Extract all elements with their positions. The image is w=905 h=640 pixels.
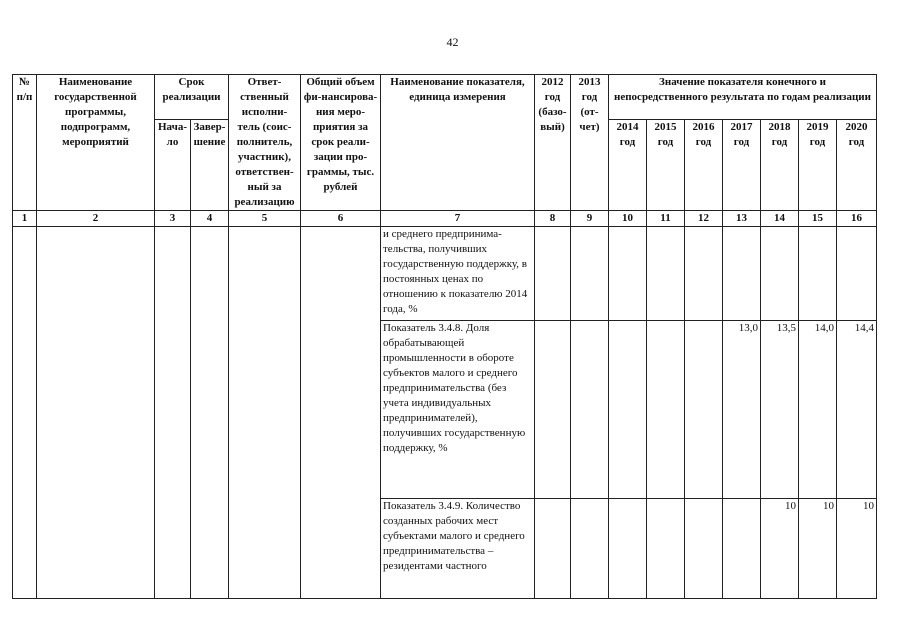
- column-number: 16: [837, 211, 877, 227]
- cell-num: [13, 227, 37, 599]
- header-year: 2019 год: [799, 119, 837, 210]
- indicator-cell: Показатель 3.4.8. Доля обрабатывающей промышленности в обороте субъектов малого и среднего предпринимательства (без учета индивидуальных предпринимателей), получивших государственную поддержку, %: [381, 321, 535, 499]
- table-row: [13, 227, 877, 321]
- column-number: 1: [13, 211, 37, 227]
- value-cell: [799, 227, 837, 321]
- cell-term-start: [155, 227, 191, 599]
- header-year: 2014 год: [609, 119, 647, 210]
- header-executor: Ответ-ственный исполни-тель (соис-полнитель, участник), ответствен-ный за реализацию: [229, 75, 301, 211]
- value-cell: [609, 321, 647, 499]
- column-number: 14: [761, 211, 799, 227]
- column-number: 11: [647, 211, 685, 227]
- cell-program-name: [37, 227, 155, 599]
- header-funding: Общий объем фи-нансирова-ния меро-приятия за срок реали-зации про-граммы, тыс. рублей: [301, 75, 381, 211]
- value-cell: [837, 227, 877, 321]
- program-table: [12, 74, 877, 599]
- page-number: 42: [446, 35, 459, 49]
- value-cell: [685, 227, 723, 321]
- value-cell: 13,5: [761, 321, 799, 499]
- header-2012: 2012 год (базо-вый): [535, 75, 571, 211]
- header-term-end: Завер-шение: [191, 119, 229, 210]
- value-cell: [571, 499, 609, 599]
- header-term-start: Нача-ло: [155, 119, 191, 210]
- column-number: 13: [723, 211, 761, 227]
- value-cell: [723, 499, 761, 599]
- value-cell: 14,4: [837, 321, 877, 499]
- value-cell: [609, 499, 647, 599]
- value-cell: [647, 499, 685, 599]
- header-year: 2015 год: [647, 119, 685, 210]
- column-number: 12: [685, 211, 723, 227]
- column-number: 8: [535, 211, 571, 227]
- indicator-cell: и среднего предпринима-тельства, получивших государственную поддержку, в постоянных ценах по отношению к показателю 2014 года, %: [381, 227, 535, 321]
- value-cell: [609, 227, 647, 321]
- header-year: 2017 год: [723, 119, 761, 210]
- value-cell: [571, 321, 609, 499]
- column-number: 10: [609, 211, 647, 227]
- value-cell: [685, 321, 723, 499]
- column-number: 9: [571, 211, 609, 227]
- value-cell: [723, 227, 761, 321]
- value-cell: 14,0: [799, 321, 837, 499]
- column-number: 4: [191, 211, 229, 227]
- header-term: Срок реализации: [155, 75, 229, 120]
- value-cell: 13,0: [723, 321, 761, 499]
- header-year: 2016 год: [685, 119, 723, 210]
- value-cell: [535, 499, 571, 599]
- value-cell: [535, 227, 571, 321]
- header-result-group: Значение показателя конечного и непосредственного результата по годам реализации: [609, 75, 877, 120]
- cell-term-end: [191, 227, 229, 599]
- column-number: 3: [155, 211, 191, 227]
- column-number: 5: [229, 211, 301, 227]
- value-cell: 10: [837, 499, 877, 599]
- cell-executor: [229, 227, 301, 599]
- cell-funding: [301, 227, 381, 599]
- value-cell: [685, 499, 723, 599]
- header-year: 2018 год: [761, 119, 799, 210]
- header-indicator: Наименование показателя, единица измерения: [381, 75, 535, 211]
- column-number: 2: [37, 211, 155, 227]
- column-number: 7: [381, 211, 535, 227]
- header-program-name: Наименование государственной программы, подпрограмм, мероприятий: [37, 75, 155, 211]
- value-cell: [647, 227, 685, 321]
- header-year: 2020 год: [837, 119, 877, 210]
- value-cell: [571, 227, 609, 321]
- indicator-cell: Показатель 3.4.9. Количество созданных рабочих мест субъектами малого и среднего предпринимательства – резидентами частного: [381, 499, 535, 599]
- column-number: 6: [301, 211, 381, 227]
- value-cell: [535, 321, 571, 499]
- value-cell: 10: [761, 499, 799, 599]
- header-2013: 2013 год (от-чет): [571, 75, 609, 211]
- value-cell: [761, 227, 799, 321]
- value-cell: 10: [799, 499, 837, 599]
- value-cell: [647, 321, 685, 499]
- header-num: № п/п: [13, 75, 37, 211]
- column-number: 15: [799, 211, 837, 227]
